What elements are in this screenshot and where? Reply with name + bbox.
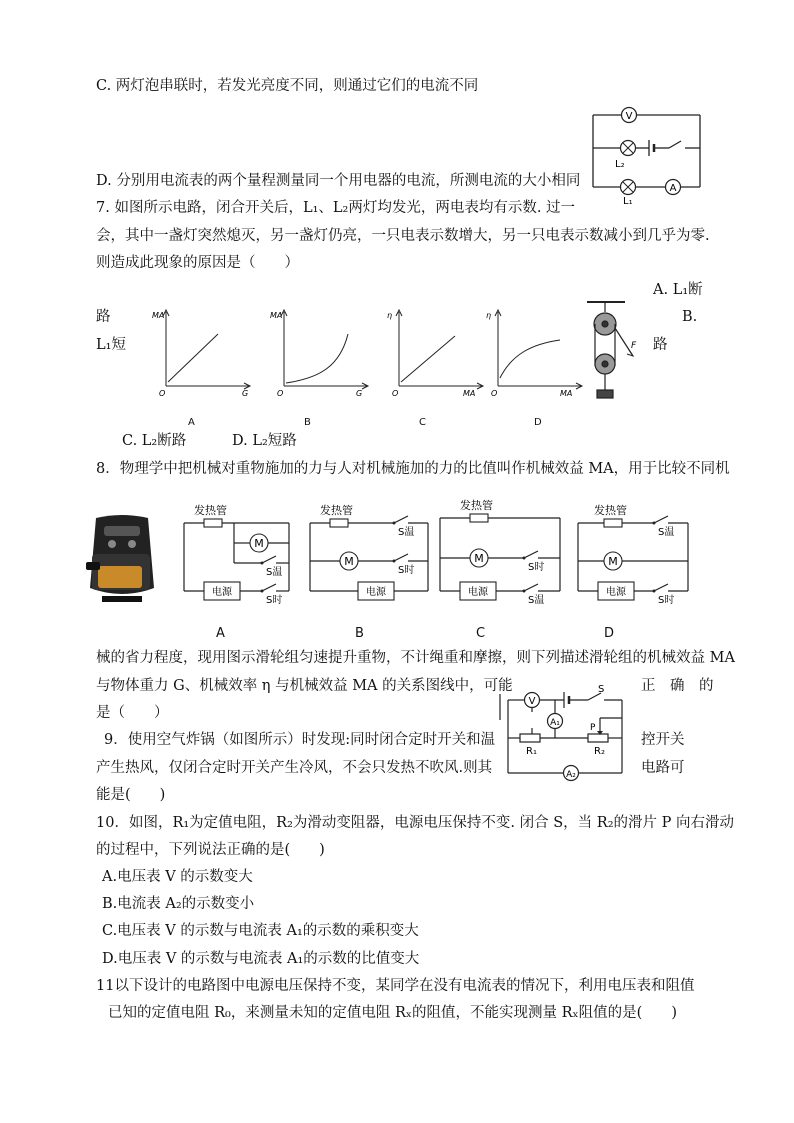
option-a-part2: 路	[96, 309, 111, 325]
switch-icon	[523, 557, 526, 560]
svg-text:MA: MA	[463, 389, 476, 398]
svg-text:A₁: A₁	[550, 718, 560, 728]
option-d-line: D. 分别用电流表的两个量程测量同一个用电器的电流，所测电流的大小相同	[96, 173, 581, 189]
svg-text:η: η	[387, 311, 393, 320]
svg-text:R₁: R₁	[526, 746, 537, 757]
switch-icon	[393, 522, 396, 525]
svg-text:MA: MA	[560, 389, 573, 398]
svg-text:O: O	[491, 389, 498, 398]
question-10-option-c: C.电压表 V 的示数与电流表 A₁的示数的乘积变大	[102, 923, 419, 939]
option-b-part2: L₁短	[96, 337, 126, 353]
question-11-line1: 11以下设计的电路图中电源电压保持不变，某同学在没有电流表的情况下，利用电压表和阻值	[96, 978, 695, 994]
q7-circuit-diagram	[585, 104, 710, 207]
switch-label: S温	[398, 527, 415, 538]
svg-text:R₂: R₂	[594, 746, 605, 757]
question-8-line4: 是（ ）	[96, 705, 169, 721]
switch-label: S时	[266, 595, 283, 606]
graph-c	[385, 306, 498, 398]
graph-b	[270, 306, 380, 398]
switch-icon	[653, 522, 656, 525]
pulley-system-diagram	[585, 298, 645, 408]
question-7-line1: 7. 如图所示电路，闭合开关后，L₁、L₂两灯均发光，两电表均有示数. 过一	[96, 200, 576, 216]
question-9-line1b: 控开关	[641, 732, 685, 748]
svg-text:O: O	[277, 389, 284, 398]
circuit-label-a: A	[216, 626, 225, 641]
power-label: 电源	[606, 587, 626, 598]
svg-text:A: A	[669, 183, 677, 194]
heater-icon	[604, 519, 622, 527]
question-10-option-a: A.电压表 V 的示数变大	[102, 869, 253, 885]
question-9-line2a: 产生热风，仅闭合定时开关产生冷风，不会只发热不吹风.则其	[96, 760, 493, 776]
svg-text:MA: MA	[270, 311, 283, 320]
question-10-line2: 的过程中，下列说法正确的是( )	[96, 842, 325, 858]
switch-label: S时	[398, 565, 415, 576]
question-10-option-b: B.电流表 A₂的示数变小	[102, 896, 255, 912]
heater-label: 发热管	[320, 504, 353, 517]
ammeter-a1-icon	[548, 714, 563, 729]
voltmeter-icon	[525, 693, 540, 708]
option-c-l2: C. L₂断路	[122, 433, 187, 449]
switch-icon	[653, 590, 656, 593]
svg-text:F: F	[631, 341, 637, 351]
question-10-option-d: D.电压表 V 的示数与电流表 A₁的示数的比值变大	[102, 951, 420, 967]
switch-label: S时	[658, 595, 675, 606]
option-c-line: C. 两灯泡串联时，若发光亮度不同，则通过它们的电流不同	[96, 78, 479, 94]
motor-label: M	[474, 552, 484, 565]
graph-d	[484, 306, 594, 398]
switch-icon	[261, 562, 264, 565]
svg-text:S: S	[598, 684, 605, 695]
question-8-line1: 8．物理学中把机械对重物施加的力与人对机械施加的力的比值叫作机械效益 MA，用于比较不同机	[96, 461, 730, 477]
question-9-line1a: 9．使用空气炸锅（如图所示）时发现:同时闭合定时开关和温	[104, 732, 496, 748]
svg-text:G: G	[356, 389, 363, 398]
circuit-label-b: B	[355, 626, 364, 641]
question-8-line3a: 与物体重力 G、机械效率 η 与机械效益 MA 的关系图线中，可能	[96, 678, 513, 694]
switch-icon	[261, 590, 264, 593]
option-a-part1: A. L₁断	[653, 282, 703, 298]
q10-circuit-diagram	[498, 684, 633, 785]
switch-label: S温	[528, 595, 545, 606]
motor-label: M	[254, 537, 264, 550]
svg-text:O: O	[392, 389, 399, 398]
switch-label: S温	[658, 527, 675, 538]
q9-circuits	[178, 499, 708, 615]
switch-label: S温	[266, 567, 283, 578]
option-b-part1: B.	[682, 309, 698, 325]
graph-label-c: C	[419, 417, 426, 428]
heater-label: 发热管	[594, 504, 627, 517]
voltmeter-icon	[622, 108, 637, 123]
svg-text:A₂: A₂	[566, 770, 576, 780]
ammeter-a2-icon	[564, 766, 579, 781]
power-label: 电源	[468, 587, 488, 598]
question-7-line2: 会，其中一盏灯突然熄灭，另一盏灯仍亮，一只电表示数增大，另一只电表示数减小到几乎为零.	[96, 228, 710, 244]
graph-label-b: B	[304, 417, 311, 428]
svg-text:L₁: L₁	[623, 196, 633, 207]
svg-text:η: η	[486, 311, 492, 320]
heater-icon	[330, 519, 348, 527]
question-8-line2: 械的省力程度，现用图示滑轮组匀速提升重物，不计绳重和摩擦，则下列描述滑轮组的机械效益 MA	[96, 650, 735, 666]
switch-label: S时	[528, 562, 545, 573]
svg-text:V: V	[625, 111, 633, 122]
graph-a	[152, 306, 262, 398]
switch-icon	[523, 590, 526, 593]
option-b-part3: 路	[653, 337, 668, 353]
heater-label: 发热管	[460, 499, 493, 512]
svg-text:O: O	[159, 389, 166, 398]
ammeter-icon	[666, 180, 681, 195]
svg-text:V: V	[528, 696, 536, 707]
question-9-line2b: 电路可	[641, 760, 685, 776]
svg-text:G: G	[242, 389, 249, 398]
question-7-line3: 则造成此现象的原因是（ ）	[96, 255, 299, 271]
switch-icon	[393, 560, 396, 563]
circuit-label-d: D	[604, 626, 615, 641]
option-d-l2: D. L₂短路	[232, 433, 297, 449]
motor-label: M	[608, 555, 618, 568]
heater-label: 发热管	[194, 504, 227, 517]
lamp-l2-icon	[621, 141, 636, 156]
heater-icon	[204, 519, 222, 527]
power-label: 电源	[212, 587, 232, 598]
question-11-line2: 已知的定值电阻 R₀，来测量未知的定值电阻 Rₓ的阻值，不能实现测量 Rₓ阻值的是( )	[108, 1005, 677, 1021]
graph-label-d: D	[534, 417, 542, 428]
svg-text:P: P	[590, 723, 596, 733]
question-10-line1: 10．如图，R₁为定值电阻，R₂为滑动变阻器，电源电压保持不变. 闭合 S，当 R₂的滑片 P 向右滑动	[96, 815, 734, 831]
svg-text:L₂: L₂	[615, 159, 625, 170]
air-fryer-image	[82, 510, 164, 608]
heater-icon	[470, 514, 488, 522]
graph-label-a: A	[188, 417, 195, 428]
power-label: 电源	[366, 587, 386, 598]
question-9-line3: 能是( )	[96, 787, 166, 803]
lamp-l1-icon	[621, 180, 636, 195]
svg-text:MA: MA	[152, 311, 165, 320]
question-8-line3b: 正 确 的	[641, 678, 714, 694]
circuit-label-c: C	[476, 626, 486, 641]
motor-label: M	[344, 555, 354, 568]
